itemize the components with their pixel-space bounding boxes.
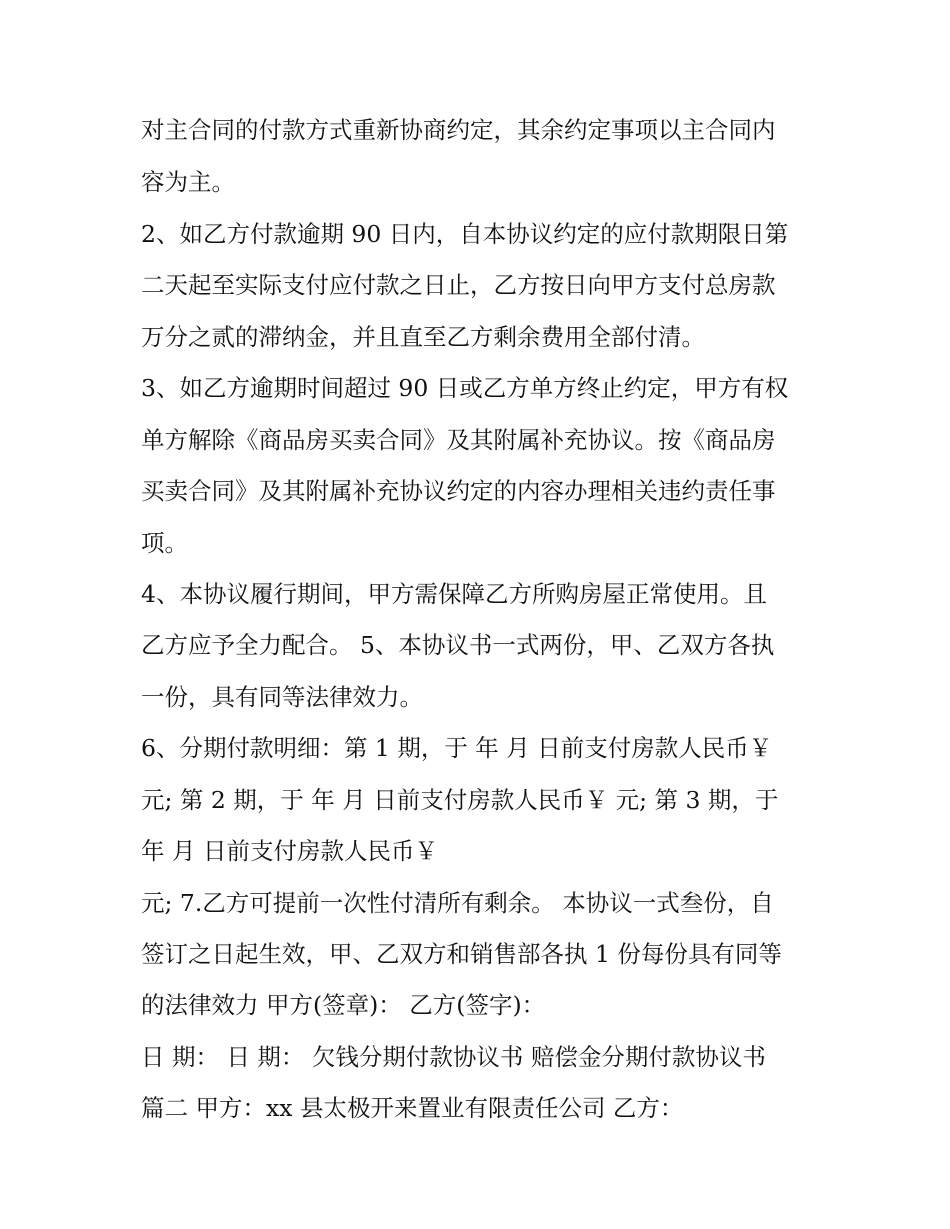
text-line: 的法律效力 甲方(签章)： 乙方(签字)： — [141, 991, 546, 1019]
text-line: 6、分期付款明细：第 1 期，于 年 月 日前支付房款人民币￥ — [141, 734, 773, 762]
text-line: 签订之日起生效，甲、乙双方和销售部各执 1 份每份具有同等 — [141, 940, 782, 968]
text-line: 容为主。 — [141, 168, 235, 196]
text-line: 元; 7.乙方可提前一次性付清所有剩余。 本协议一式叁份，自 — [141, 889, 774, 917]
text-line: 4、本协议履行期间，甲方需保障乙方所购房屋正常使用。且 — [141, 580, 767, 608]
text-line: 项。 — [141, 529, 188, 557]
text-line: 3、如乙方逾期时间超过 90 日或乙方单方终止约定，甲方有权 — [141, 374, 789, 402]
text-line: 一份，具有同等法律效力。 — [141, 683, 423, 711]
text-line: 2、如乙方付款逾期 90 日内，自本协议约定的应付款期限日第 — [141, 220, 789, 248]
text-line: 单方解除《商品房买卖合同》及其附属补充协议。按《商品房 — [141, 426, 776, 454]
text-line: 买卖合同》及其附属补充协议约定的内容办理相关违约责任事 — [141, 477, 776, 505]
text-line: 乙方应予全力配合。 5、本协议书一式两份，甲、乙双方各执 — [141, 631, 775, 659]
text-line: 年 月 日前支付房款人民币￥ — [141, 837, 438, 865]
text-line: 对主合同的付款方式重新协商约定，其余约定事项以主合同内 — [141, 116, 776, 144]
text-line: 万分之贰的滞纳金，并且直至乙方剩余费用全部付清。 — [141, 323, 705, 351]
text-line: 日 期： 日 期： 欠钱分期付款协议书 赔偿金分期付款协议书 — [141, 1043, 766, 1071]
text-line: 元; 第 2 期，于 年 月 日前支付房款人民币￥ 元; 第 3 期，于 — [141, 786, 779, 814]
text-line: 篇二 甲方：xx 县太极开来置业有限责任公司 乙方： — [141, 1094, 684, 1122]
text-line: 二天起至实际支付应付款之日止，乙方按日向甲方支付总房款 — [141, 271, 776, 299]
